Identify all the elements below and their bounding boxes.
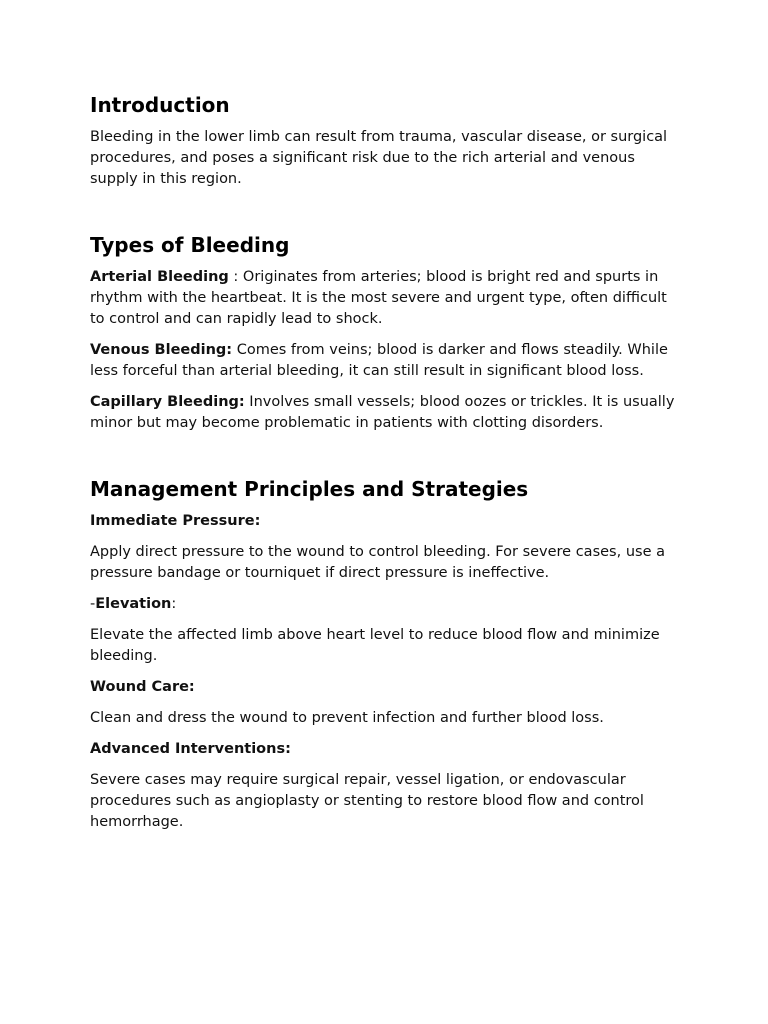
elevation-prefix: - (90, 596, 96, 612)
venous-bleeding-paragraph (90, 340, 680, 382)
capillary-bleeding-paragraph (90, 392, 680, 434)
introduction-heading: Introduction (90, 93, 230, 117)
introduction-section (90, 92, 678, 190)
elevation-label: Elevation (95, 596, 172, 612)
immediate-pressure-label: Immediate Pressure: (90, 513, 261, 529)
wound-care-text: Clean and dress the wound to prevent infection and further blood loss. (90, 710, 604, 726)
arterial-bleeding-label: Arterial Bleeding (90, 269, 229, 285)
capillary-bleeding-label: Capillary Bleeding: (90, 394, 245, 410)
management-section (90, 476, 678, 833)
elevation-suffix: : (171, 596, 177, 612)
venous-bleeding-text: Comes from veins; blood is darker and flows steadily. While less forceful than arterial bleeding, it can still result in significant blood loss. (90, 342, 668, 379)
types-heading: Types of Bleeding (90, 233, 290, 257)
introduction-paragraph: Bleeding in the lower limb can result from trauma, vascular disease, or surgical procedures, and poses a significant risk due to the rich arterial and venous supply in this region. (90, 129, 668, 187)
wound-care-label-line (90, 677, 680, 698)
elevation-text: Elevate the affected limb above heart level to reduce blood flow and minimize bleeding. (90, 627, 660, 664)
immediate-pressure-text: Apply direct pressure to the wound to control bleeding. For severe cases, use a pressure bandage or tourniquet if direct pressure is ineffective. (90, 544, 665, 581)
immediate-pressure-label-line (90, 511, 680, 532)
management-heading: Management Principles and Strategies (90, 477, 529, 501)
advanced-interventions-label-line (90, 739, 680, 760)
arterial-bleeding-text: : Originates from arteries; blood is bright red and spurts in rhythm with the heartbeat. It is the most severe and urgent type, often difficult to control and can rapidly lead to shock. (90, 269, 667, 327)
wound-care-label: Wound Care: (90, 679, 195, 695)
types-of-bleeding-section (90, 232, 678, 434)
advanced-interventions-text: Severe cases may require surgical repair, vessel ligation, or endovascular procedures such as angioplasty or stenting to restore blood flow and control hemorrhage. (90, 772, 644, 830)
arterial-bleeding-paragraph (90, 267, 680, 330)
advanced-interventions-label: Advanced Interventions: (90, 741, 291, 757)
elevation-label-line (90, 594, 680, 615)
venous-bleeding-label: Venous Bleeding: (90, 342, 233, 358)
capillary-bleeding-text: Involves small vessels; blood oozes or trickles. It is usually minor but may become problematic in patients with clotting disorders. (90, 394, 675, 431)
